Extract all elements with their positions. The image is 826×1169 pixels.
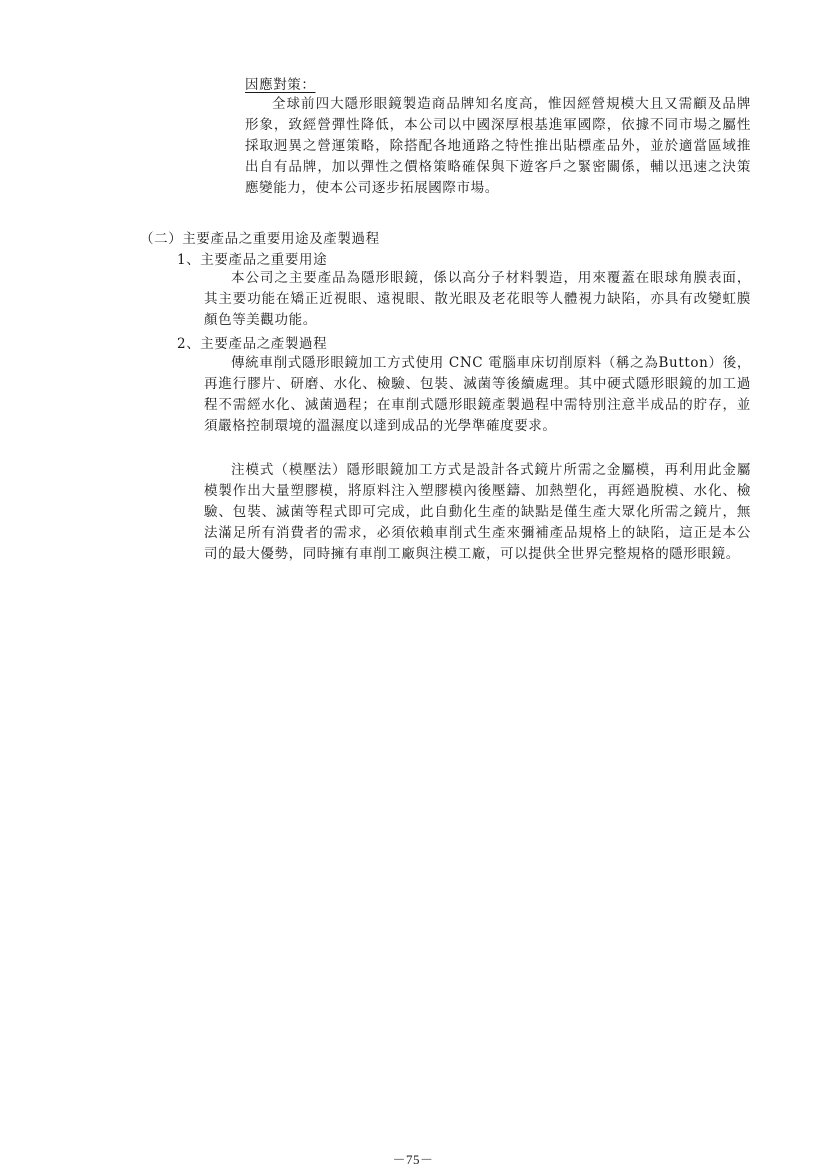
item-2-paragraph-1: 傳統車削式隱形眼鏡加工方式使用 CNC 電腦車床切削原料（稱之為Button）後，再進行膠片、研磨、水化、檢驗、包裝、滅菌等後續處理。其中硬式隱形眼鏡的加工過程不需經水化、滅菌過程；在車削式隱形眼鏡產製過程中需特別注意半成品的貯存，並須嚴格控制環境的溫濕度以達到成品的光學準確度要求。 <box>204 355 751 434</box>
countermeasure-paragraph-block <box>245 94 751 199</box>
item-2-paragraph-2-block <box>204 460 751 565</box>
item-1-paragraph: 本公司之主要產品為隱形眼鏡，係以高分子材料製造，用來覆蓋在眼球角膜表面，其主要功能在矯正近視眼、遠視眼、散光眼及老花眼等人體視力缺陷，亦具有改變虹膜顏色等美觀功能。 <box>204 270 751 328</box>
item-2-paragraph-1-block <box>204 353 751 437</box>
item-1-paragraph-block <box>204 268 751 331</box>
countermeasure-paragraph: 全球前四大隱形眼鏡製造商品牌知名度高，惟因經營規模大且又需顧及品牌形象，致經營彈性降低，本公司以中國深厚根基進軍國際，依據不同市場之屬性採取迥異之營運策略，除搭配各地通路之特性推出貼標產品外，並於適當區域推出自有品牌，加以彈性之價格策略確保與下遊客戶之緊密關係，輔以迅速之決策應變能力，使本公司逐步拓展國際市場。 <box>245 96 751 196</box>
item-2-title: 2、主要產品之產製過程 <box>177 336 328 352</box>
countermeasure-heading: 因應對策： <box>245 77 316 93</box>
item-2-paragraph-2: 注模式（模壓法）隱形眼鏡加工方式是設計各式鏡片所需之金屬模，再利用此金屬模製作出大量塑膠模，將原料注入塑膠模內後壓鑄、加熱塑化，再經過脫模、水化、檢驗、包裝、滅菌等程式即可完成，此自動化生產的缺點是僅生產大眾化所需之鏡片，無法滿足所有消費者的需求，必須依賴車削式生產來彌補產品規格上的缺陷，這正是本公司的最大優勢，同時擁有車削工廠與注模工廠，可以提供全世界完整規格的隱形眼鏡。 <box>204 462 751 562</box>
page-number: －75－ <box>392 1152 434 1167</box>
item-1-title: 1、主要產品之重要用途 <box>177 252 328 268</box>
section-2-title: （二）主要產品之重要用途及產製過程 <box>140 231 380 247</box>
